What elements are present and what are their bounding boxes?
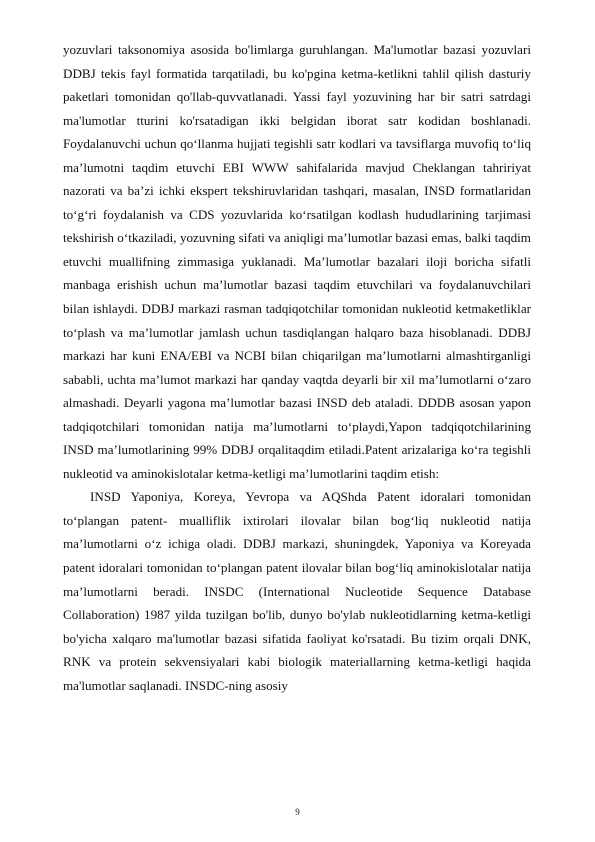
page-number: 9 (295, 807, 300, 817)
body-paragraph-1: yozuvlari taksonomiya asosida bo'limlarga guruhlangan. Ma'lumotlar bazasi yozuvlari DDBJ tekis fayl formatida tarqatiladi, bu ko'pgina ketma-ketlikni tahlil qilish dasturiy paketlari tomonidan qo'llab-quvvatlanadi. Yassi fayl yozuvining har bir satri satrdagi ma'lumotlar tturini ko'rsatadigan ikki belgidan iborat satr kodidan boshlanadi. Foydalanuvchi uchun qo‘llanma hujjati tegishli satr kodlari va tavsiflarga muvofiq to‘liq ma’lumotni taqdim etuvchi EBI WWW sahifalarida mavjud Cheklangan tahririyat nazorati va ba’zi ichki ekspert tekshiruvlaridan tashqari, masalan, INSD formatlaridan to‘g‘ri foydalanish va CDS yozuvlarida ko‘rsatilgan kodlash hududlarining tarjimasi tekshirish o‘tkaziladi, yozuvning sifati va aniqligi ma’lumotlar bazasi emas, balki taqdim etuvchi muallifning zimmasiga yuklanadi. Ma’lumotlar bazalari iloji boricha sifatli manbaga erishish uchun ma’lumotlar bazasi taqdim etuvchilari va foydalanuvchilari bilan ishlaydi. DDBJ markazi rasman tadqiqotchilar tomonidan nukleotid ketmaketliklar to‘plash va ma’lumotlar jamlash uchun tasdiqlangan halqaro baza hisoblanadi. DDBJ markazi har kuni ENA/EBI va NCBI bilan chiqarilgan ma’lumotlarni almashtirganligi sababli, uchta ma’lumot markazi har qanday vaqtda deyarli bir xil ma’lumotlarni o‘zaro almashadi. Deyarli yagona ma’lumotlar bazasi INSD deb ataladi. DDDB asosan yapon tadqiqotchilari tomonidan natija ma’lumotlarni to‘playdi,Yapon tadqiqotchilarining INSD ma’lumotlarining 99% DDBJ orqalitaqdim etiladi.Patent arizalariga ko‘ra tegishli nukleotid va aminokislotalar ketma-ketligi ma’lumotlarini taqdim etish: (63, 42, 531, 481)
document-body (63, 38, 531, 697)
body-paragraph-2: INSD Yaponiya, Koreya, Yevropa va AQShda Patent idoralari tomonidan to‘plangan patent- mualliflik ixtirolari ilovalar bilan bog‘liq nukleotid natija ma’lumotlarni o‘z ichiga oladi. DDBJ markazi, shuningdek, Yaponiya va Koreyada patent idoralari tomonidan to‘plangan patent ilovalar bilan bog‘liq aminokislotalar natija ma’lumotlarni beradi. INSDC (International Nucleotide Sequence Database Collaboration) 1987 yilda tuzilgan bo'lib, dunyo bo'ylab nukleotidlarning ketma-ketligi bo'yicha xalqaro ma'lumotlar bazasi sifatida faoliyat ko'rsatadi. Bu tizim orqali DNK, RNK va protein sekvensiyalari kabi biologik materiallarning ketma-ketligi haqida ma'lumotlar saqlanadi. INSDC-ning asosiy (63, 489, 531, 693)
